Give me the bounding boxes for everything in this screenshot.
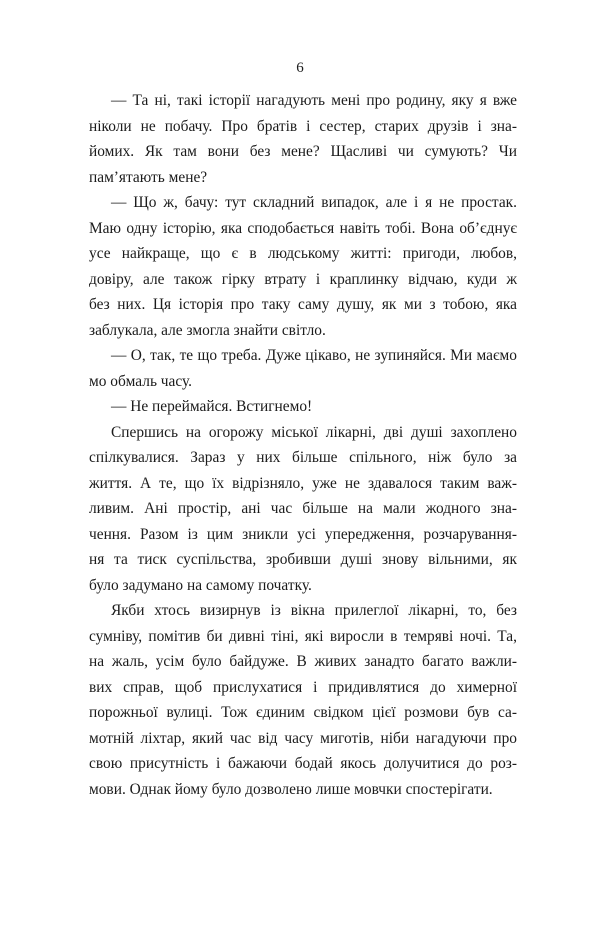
- text-line: пам’ятають мене?: [89, 168, 208, 186]
- text-line: мо обмаль часу.: [89, 372, 193, 390]
- text-line: мотній ліхтар, який час від часу миготів, ніби нагадуючи про: [89, 729, 517, 747]
- text-line: на жаль, усім було байдуже. В живих занадто багато важли-: [89, 653, 517, 670]
- text-line: Спершись на огорожу міської лікарні, дві душі захоплено: [111, 423, 517, 441]
- text-line: ня та тиск суспільства, зробивши душі знову вільними, як: [89, 551, 517, 568]
- text-block: [89, 88, 517, 802]
- text-line: сумніву, помітив би дивні тіні, які виросли в темряві ночі. Та,: [89, 627, 517, 645]
- text-line: життя. А те, що їх відрізняло, уже не здавалося таким важ-: [89, 474, 517, 492]
- text-line: — О, так, те що треба. Дуже цікаво, не зупиняйся. Ми маємо: [111, 347, 517, 364]
- text-line: усе найкраще, що є в людському житті: пригоди, любов,: [89, 245, 517, 262]
- text-line: довіру, але також гірку втрату і краплинку відчаю, куди ж: [89, 270, 517, 288]
- text-line: свою присутність і бажаючи бодай якось долучитися до роз-: [89, 755, 517, 772]
- text-line: ливим. Ані простір, ані час більше на мали жодного зна-: [89, 500, 517, 517]
- text-line: йомих. Як там вони без мене? Щасливі чи сумують? Чи: [89, 143, 517, 160]
- text-line: було задумано на самому початку.: [89, 576, 312, 594]
- text-line: Якби хтось визирнув із вікна прилеглої лікарні, то, без: [111, 602, 517, 619]
- text-line: без них. Ця історія про таку саму душу, як ми з тобою, яка: [89, 296, 517, 313]
- text-line: — Що ж, бачу: тут складний випадок, але і я не простак.: [111, 194, 517, 211]
- text-line: порожньої вулиці. Тож єдиним свідком цієї розмови був са-: [89, 704, 517, 721]
- page-number: 6: [296, 60, 304, 76]
- text-line: ніколи не побачу. Про братів і сестер, старих друзів і зна-: [89, 117, 517, 135]
- text-line: — Не переймайся. Встигнемо!: [111, 398, 313, 415]
- text-line: мови. Однак йому було дозволено лише мовчки спостерігати.: [89, 780, 493, 798]
- text-line: спілкувалися. Зараз у них більше спільного, ніж було за: [89, 449, 517, 466]
- text-line: вих справ, щоб прислухатися і придивлятися до химерної: [89, 678, 517, 696]
- text-line: чення. Разом із цим зникли усі упередження, розчарування-: [89, 525, 517, 543]
- text-line: — Та ні, такі історії нагадують мені про родину, яку я вже: [111, 92, 517, 109]
- text-line: заблукала, але змогла знайти світло.: [89, 321, 326, 339]
- text-line: Маю одну історію, яка сподобається навіть тобі. Вона об’єднує: [89, 219, 517, 237]
